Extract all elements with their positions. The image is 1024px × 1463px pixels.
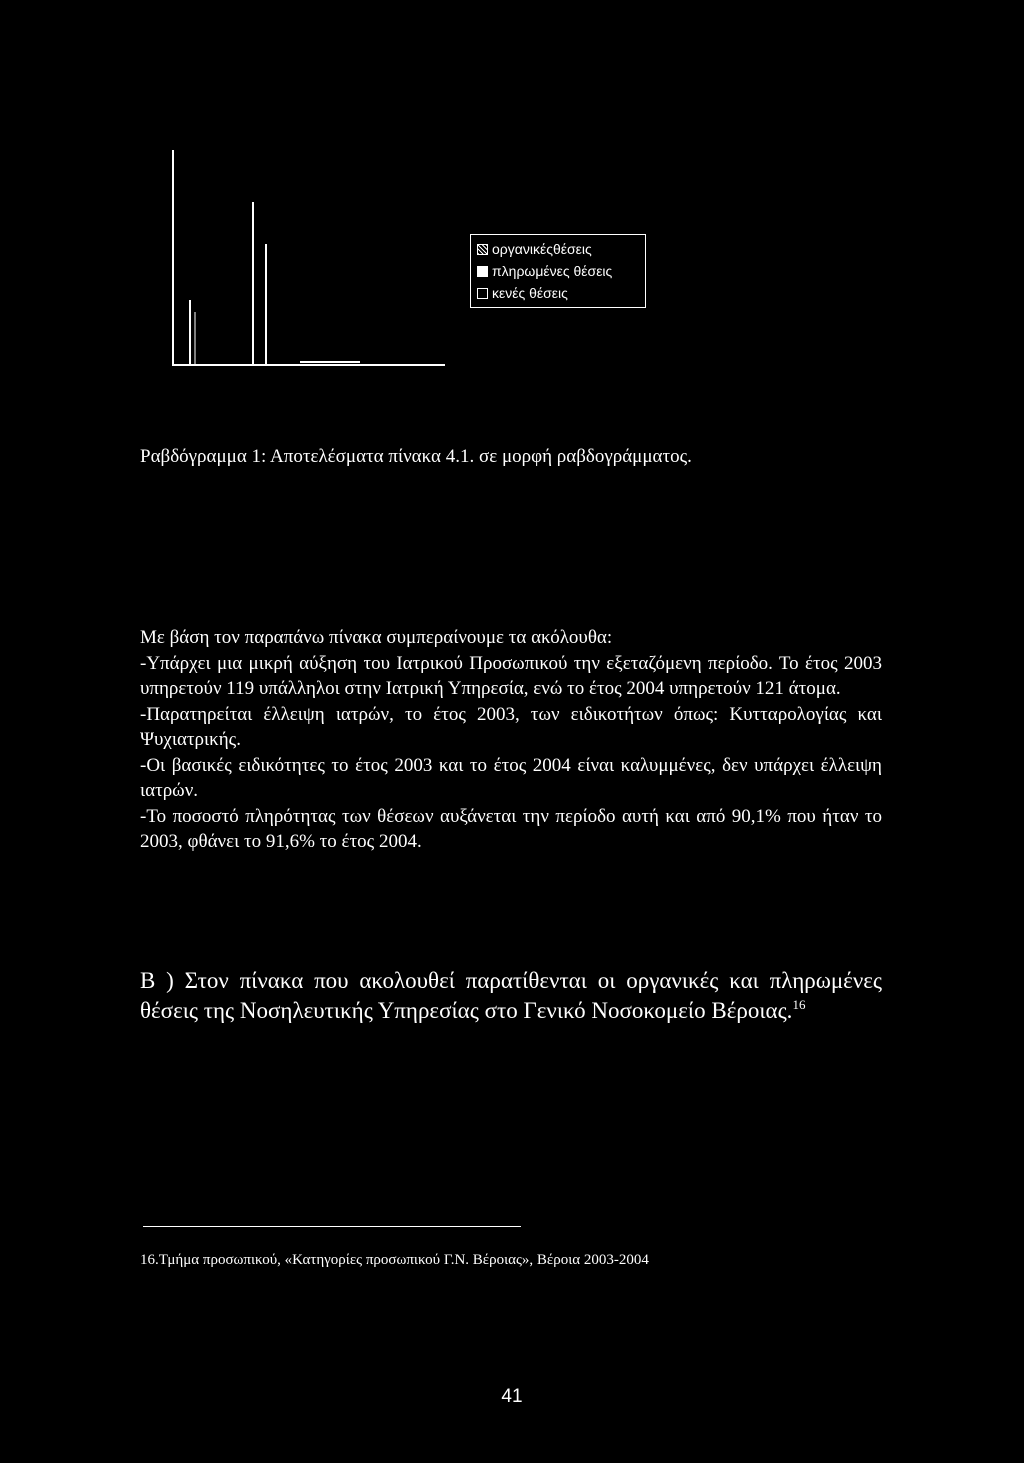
finding-paragraph: -Οι βασικές ειδικότητες το έτος 2003 και το έτος 2004 είναι καλυμμένες, δεν υπάρχει έλλειψη ιατρών. <box>140 754 882 801</box>
finding-paragraph: -Υπάρχει μια μικρή αύξηση του Ιατρικού Προσωπικού την εξεταζόμενη περίοδο. Το έτος 2003 υπηρετούν 119 υπάλληλοι στην Ιατρική Υπηρεσία, ενώ το έτος 2004 υπηρετούν 121 άτομα. <box>140 652 882 699</box>
empty-swatch-icon <box>477 288 488 299</box>
footnote-divider <box>143 1226 521 1227</box>
findings-text <box>140 625 882 855</box>
footnote: 16.Τμήμα προσωπικού, «Κατηγορίες προσωπικού Γ.Ν. Βέροιας», Βέροια 2003-2004 <box>140 1252 649 1268</box>
legend-item <box>477 260 639 282</box>
legend-label: κενές θέσεις <box>492 285 568 301</box>
legend-label: πληρωμένες θέσεις <box>492 263 613 279</box>
finding-paragraph: -Παρατηρείται έλλειψη ιατρών, το έτος 2003, των ειδικοτήτων όπως: Κυτταρολογίας και Ψυχιατρικής. <box>140 703 882 750</box>
footnote-reference: 16 <box>792 997 806 1012</box>
chart-legend <box>470 234 646 308</box>
legend-label: οργανικέςθέσεις <box>492 241 592 257</box>
hatched-swatch-icon <box>477 244 488 255</box>
legend-item <box>477 282 639 304</box>
chart-caption: Ραβδόγραμμα 1: Αποτελέσματα πίνακα 4.1. σε μορφή ραβδογράμματος. <box>140 446 692 467</box>
section-b-paragraph <box>140 966 882 1026</box>
section-b-text: Β ) Στον πίνακα που ακολουθεί παρατίθενται οι οργανικές και πληρωμένες θέσεις της Νοσηλευτικής Υπηρεσίας στο Γενικό Νοσοκομείο Βέροιας. <box>140 968 882 1023</box>
solid-swatch-icon <box>477 266 488 277</box>
findings-intro: Με βάση τον παραπάνω πίνακα συμπεραίνουμε τα ακόλουθα: <box>140 627 613 648</box>
page-number: 41 <box>501 1386 523 1407</box>
finding-paragraph: -Το ποσοστό πληρότητας των θέσεων αυξάνεται την περίοδο αυτή και από 90,1% που ήταν το 2003, φθάνει το 91,6% το έτος 2004. <box>140 805 882 852</box>
legend-item <box>477 238 639 260</box>
